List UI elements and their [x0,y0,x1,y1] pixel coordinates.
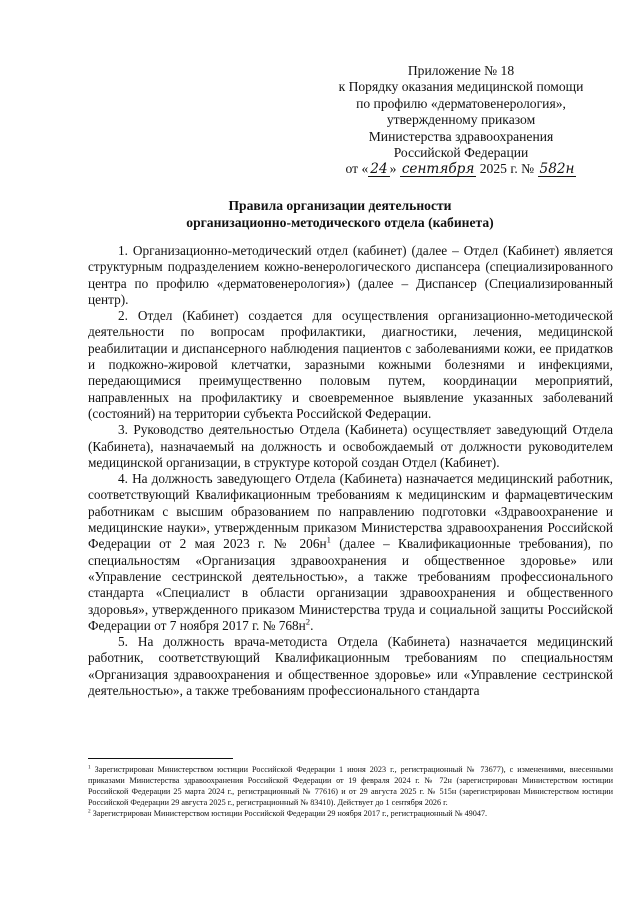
document-body [88,243,613,699]
paragraph-4-part-c: . [310,617,314,633]
appendix-date-line [330,161,592,177]
appendix-number: Приложение № 18 [407,63,515,78]
footnote-1 [88,764,613,808]
date-separator: » [389,161,397,177]
footnote-2-text: Зарегистрирован Министерством юстиции Российской Федерации 29 ноября 2017 г., регистрационный № 49047. [90,809,488,818]
footnotes [88,764,613,819]
paragraph-4-part-b: (далее – Квалификационные требования), по специальностям «Организация здравоохранения и общественное здоровье» или «Управление сестринской деятельностью», а также требованиям профессионального стандарта «Специалист в области организации здравоохранения и общественного здоровья», утвержденного приказом Министерства труда и социальной защиты Российской Федерации от 7 ноября 2017 г. № 768н [88,536,614,633]
footnote-1-text: Зарегистрирован Министерством юстиции Российской Федерации 1 июня 2023 г., регистрационный № 73677), с изменениями, внесенными приказами Министерства здравоохранения Российской Федерации от 19 февраля 2024 г. № 72н (зарегистрирован Министерством юстиции Российской Федерации 25 марта 2024 г., регистрационный № 77616) и от 29 августа 2025 г. № 515н (зарегистрирован Министерством юстиции Российской Федерации 29 августа 2025 г., регистрационный № 83410). Действует до 1 сентября 2026 г. [88,765,613,807]
appendix-line-4: утвержденному приказом [386,112,536,128]
paragraph-4-part-a: 4. На должность заведующего Отдела (Кабинета) назначается медицинский работник, соответствующий Квалификационным требованиям к медицинским и фармацевтическим работникам с высшим образованием по направлению подготовки «Здравоохранение и медицинские науки», утвержденным приказом Министерства здравоохранения Российской Федерации от 2 мая 2023 г. № 206н [88,471,613,552]
title-line-2: организационно-методического отдела (кабинета) [186,214,494,230]
appendix-line-6: Российской Федерации [393,145,529,161]
paragraph-2: 2. Отдел (Кабинет) создается для осуществления организационно-методической деятельности по вопросам профилактики, диагностики, лечения, медицинской реабилитации и диспансерного наблюдения пациентов с заболеваниями кожи, ее придатков и подкожно-жировой клетчатки, заразными кожными болезнями и инфекциями, передающимися преимущественно половым путем, координации мероприятий, направленных на профилактику и своевременное выявление указанных заболеваний (состояний) на территории субъекта Российской Федерации. [88,308,613,421]
paragraph-1: 1. Организационно-методический отдел (кабинет) (далее – Отдел (Кабинет) является структурным подразделением кожно-венерологического диспансера (специализированного центра по профилю «дерматовенерология») (далее – Диспансер (Специализированный центр). [88,243,613,307]
footnote-separator [88,758,233,759]
footnote-1-mark: 1 [88,764,91,771]
date-year: 2025 г. № [479,161,535,177]
date-prefix: от « [345,161,369,177]
paragraph-5: 5. На должность врача-методиста Отдела (Кабинета) назначается медицинский работник, соответствующий Квалификационным требованиям по специальностям «Организация здравоохранения и общественное здоровье» или «Управление сестринской деятельностью», а также требованиям профессионального стандарта [88,634,613,699]
footnote-ref-1: 1 [326,534,331,545]
paragraph-3: 3. Руководство деятельностью Отдела (Кабинета) осуществляет заведующий Отдела (Кабинета), назначаемый на должность и освобождаемый от должности руководителем медицинской организации, в структуре которой создан Отдел (Кабинет). [88,422,613,470]
date-day-handwritten: 24 [370,161,388,178]
paragraph-4 [88,471,613,634]
appendix-line-2: к Порядку оказания медицинской помощи [338,79,584,95]
footnote-2 [88,808,613,819]
footnote-ref-2: 2 [305,616,311,627]
footnote-2-mark: 2 [88,808,91,815]
title-line-1: Правила организации деятельности [228,198,452,213]
order-number-handwritten: 582н [539,161,575,178]
date-month-handwritten: сентября [401,161,475,178]
document-title [60,198,620,231]
appendix-line-5: Министерства здравоохранения [368,128,554,144]
appendix-header [330,63,592,178]
appendix-line-3: по профилю «дерматовенерология», [356,95,566,111]
